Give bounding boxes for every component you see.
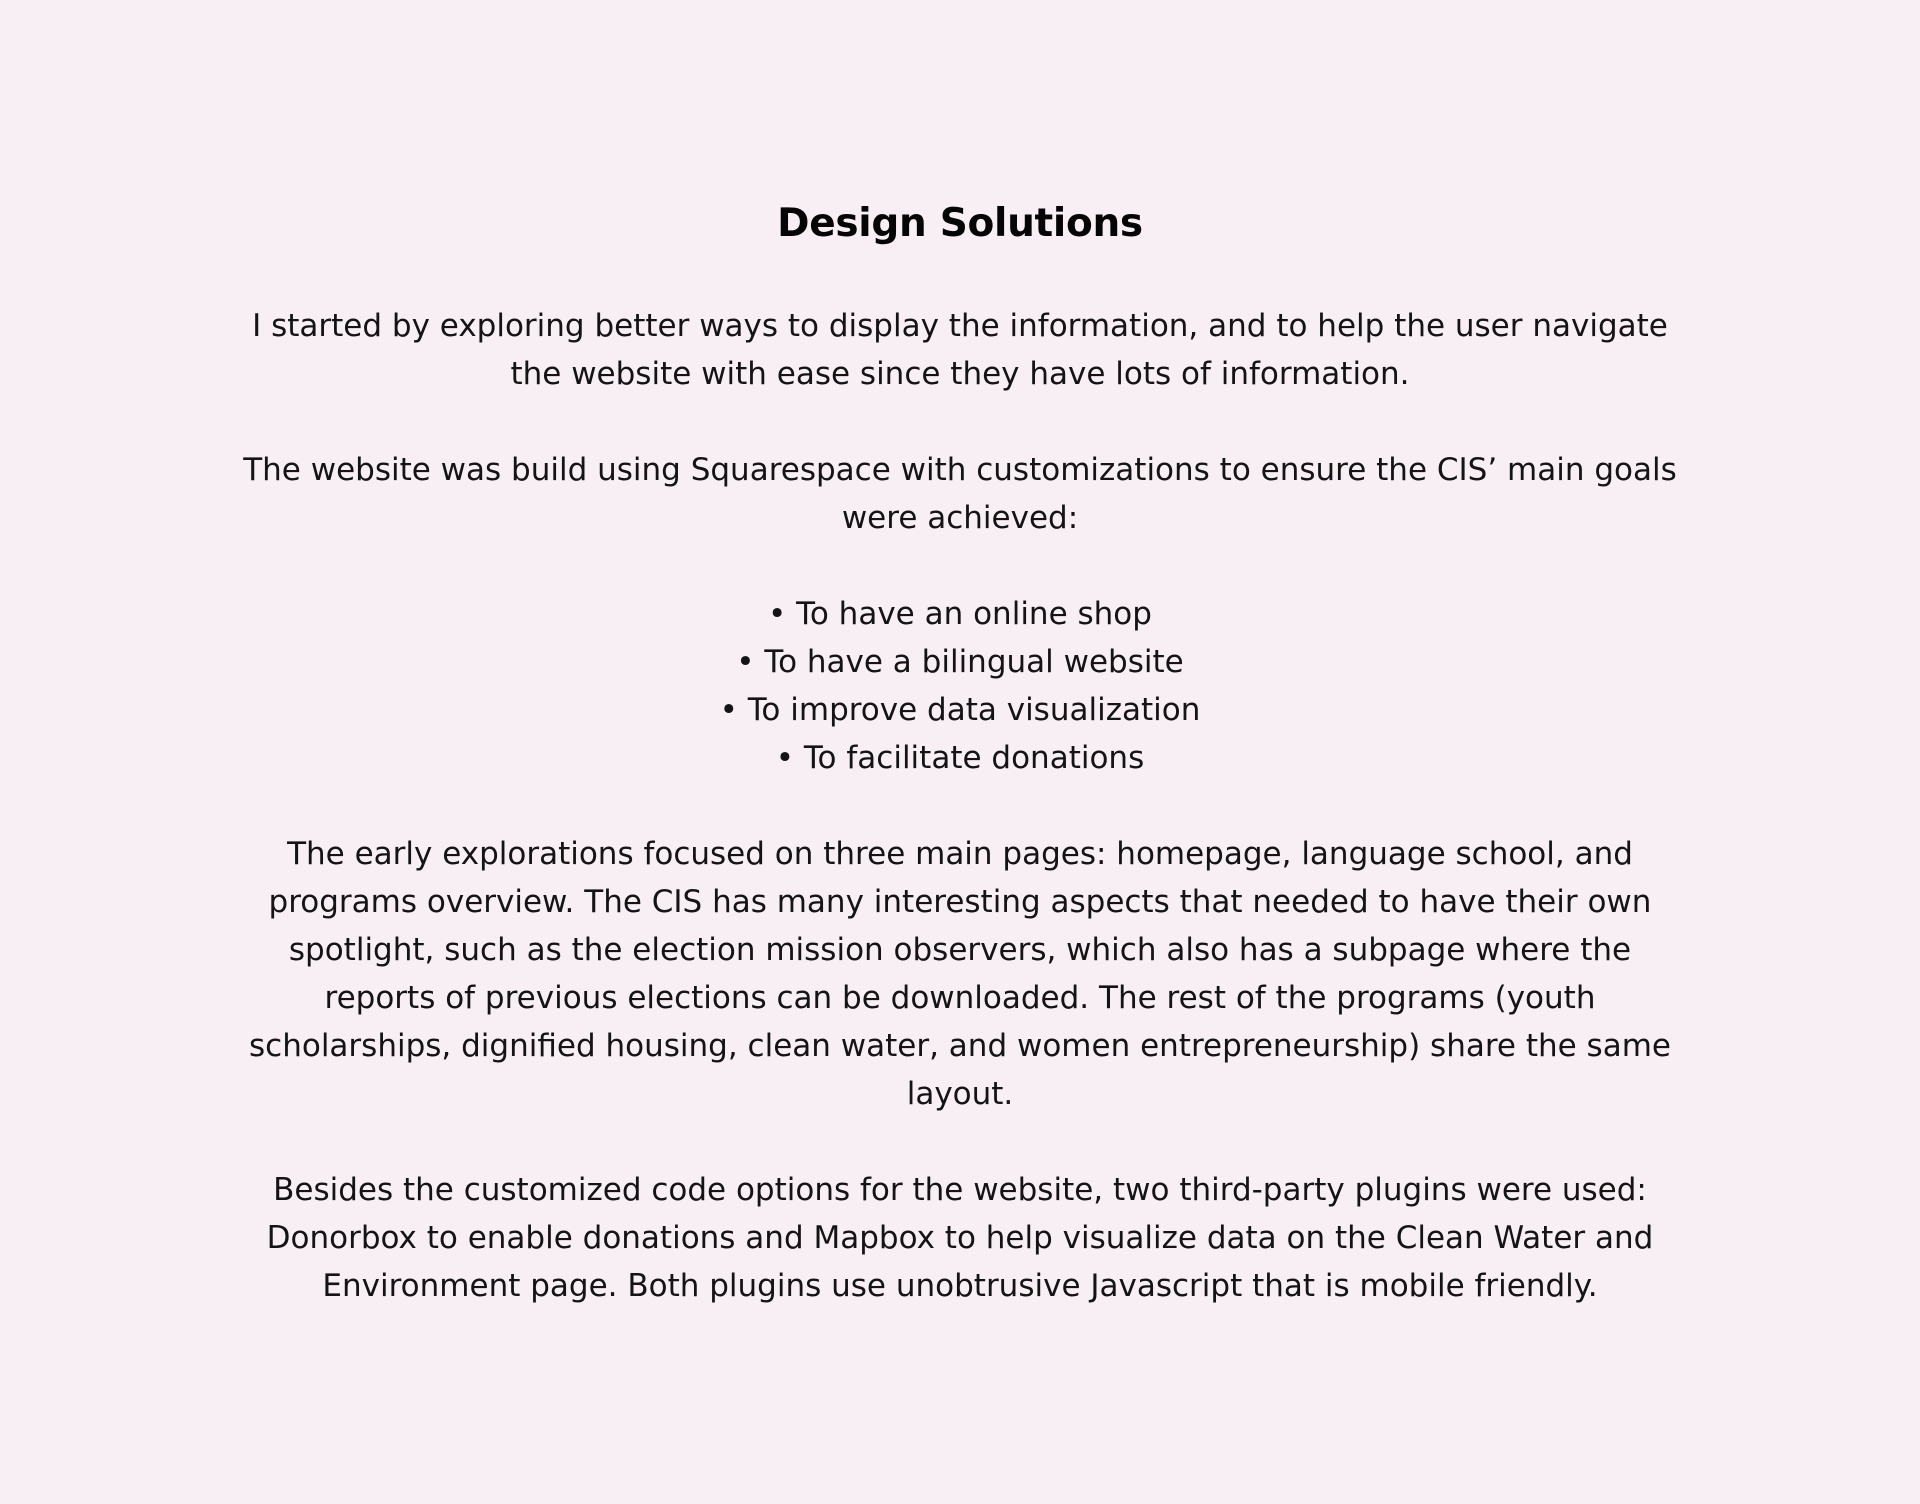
build-paragraph: The website was build using Squarespace with customizations to ensure the CIS’ main goals were achieved: (243, 452, 1677, 536)
goal-item-bilingual-website: • To have a bilingual website (736, 644, 1184, 680)
plugins-paragraph: Besides the customized code options for the website, two third-party plugins were used: Donorbox to enable donations and Mapbox to help visualize data on the Clean Water and Environment page. Both plugins use unobtrusive Javascript that is mobile friendly. (266, 1172, 1654, 1304)
design-solutions-section (240, 200, 1680, 1310)
intro-paragraph: I started by exploring better ways to display the information, and to help the user navigate the website with ease since they have lots of information. (252, 308, 1668, 392)
explorations-paragraph: The early explorations focused on three main pages: homepage, language school, and programs overview. The CIS has many interesting aspects that needed to have their own spotlight, such as the election mission observers, which also has a subpage where the reports of previous elections can be downloaded. The rest of the programs (youth scholarships, dignified housing, clean water, and women entrepreneurship) share the same layout. (249, 836, 1671, 1112)
goals-list (240, 590, 1680, 782)
goal-item-donations: • To facilitate donations (775, 740, 1145, 776)
section-title: Design Solutions (777, 201, 1143, 246)
goal-item-online-shop: • To have an online shop (768, 596, 1152, 632)
goal-item-data-visualization: • To improve data visualization (719, 692, 1201, 728)
